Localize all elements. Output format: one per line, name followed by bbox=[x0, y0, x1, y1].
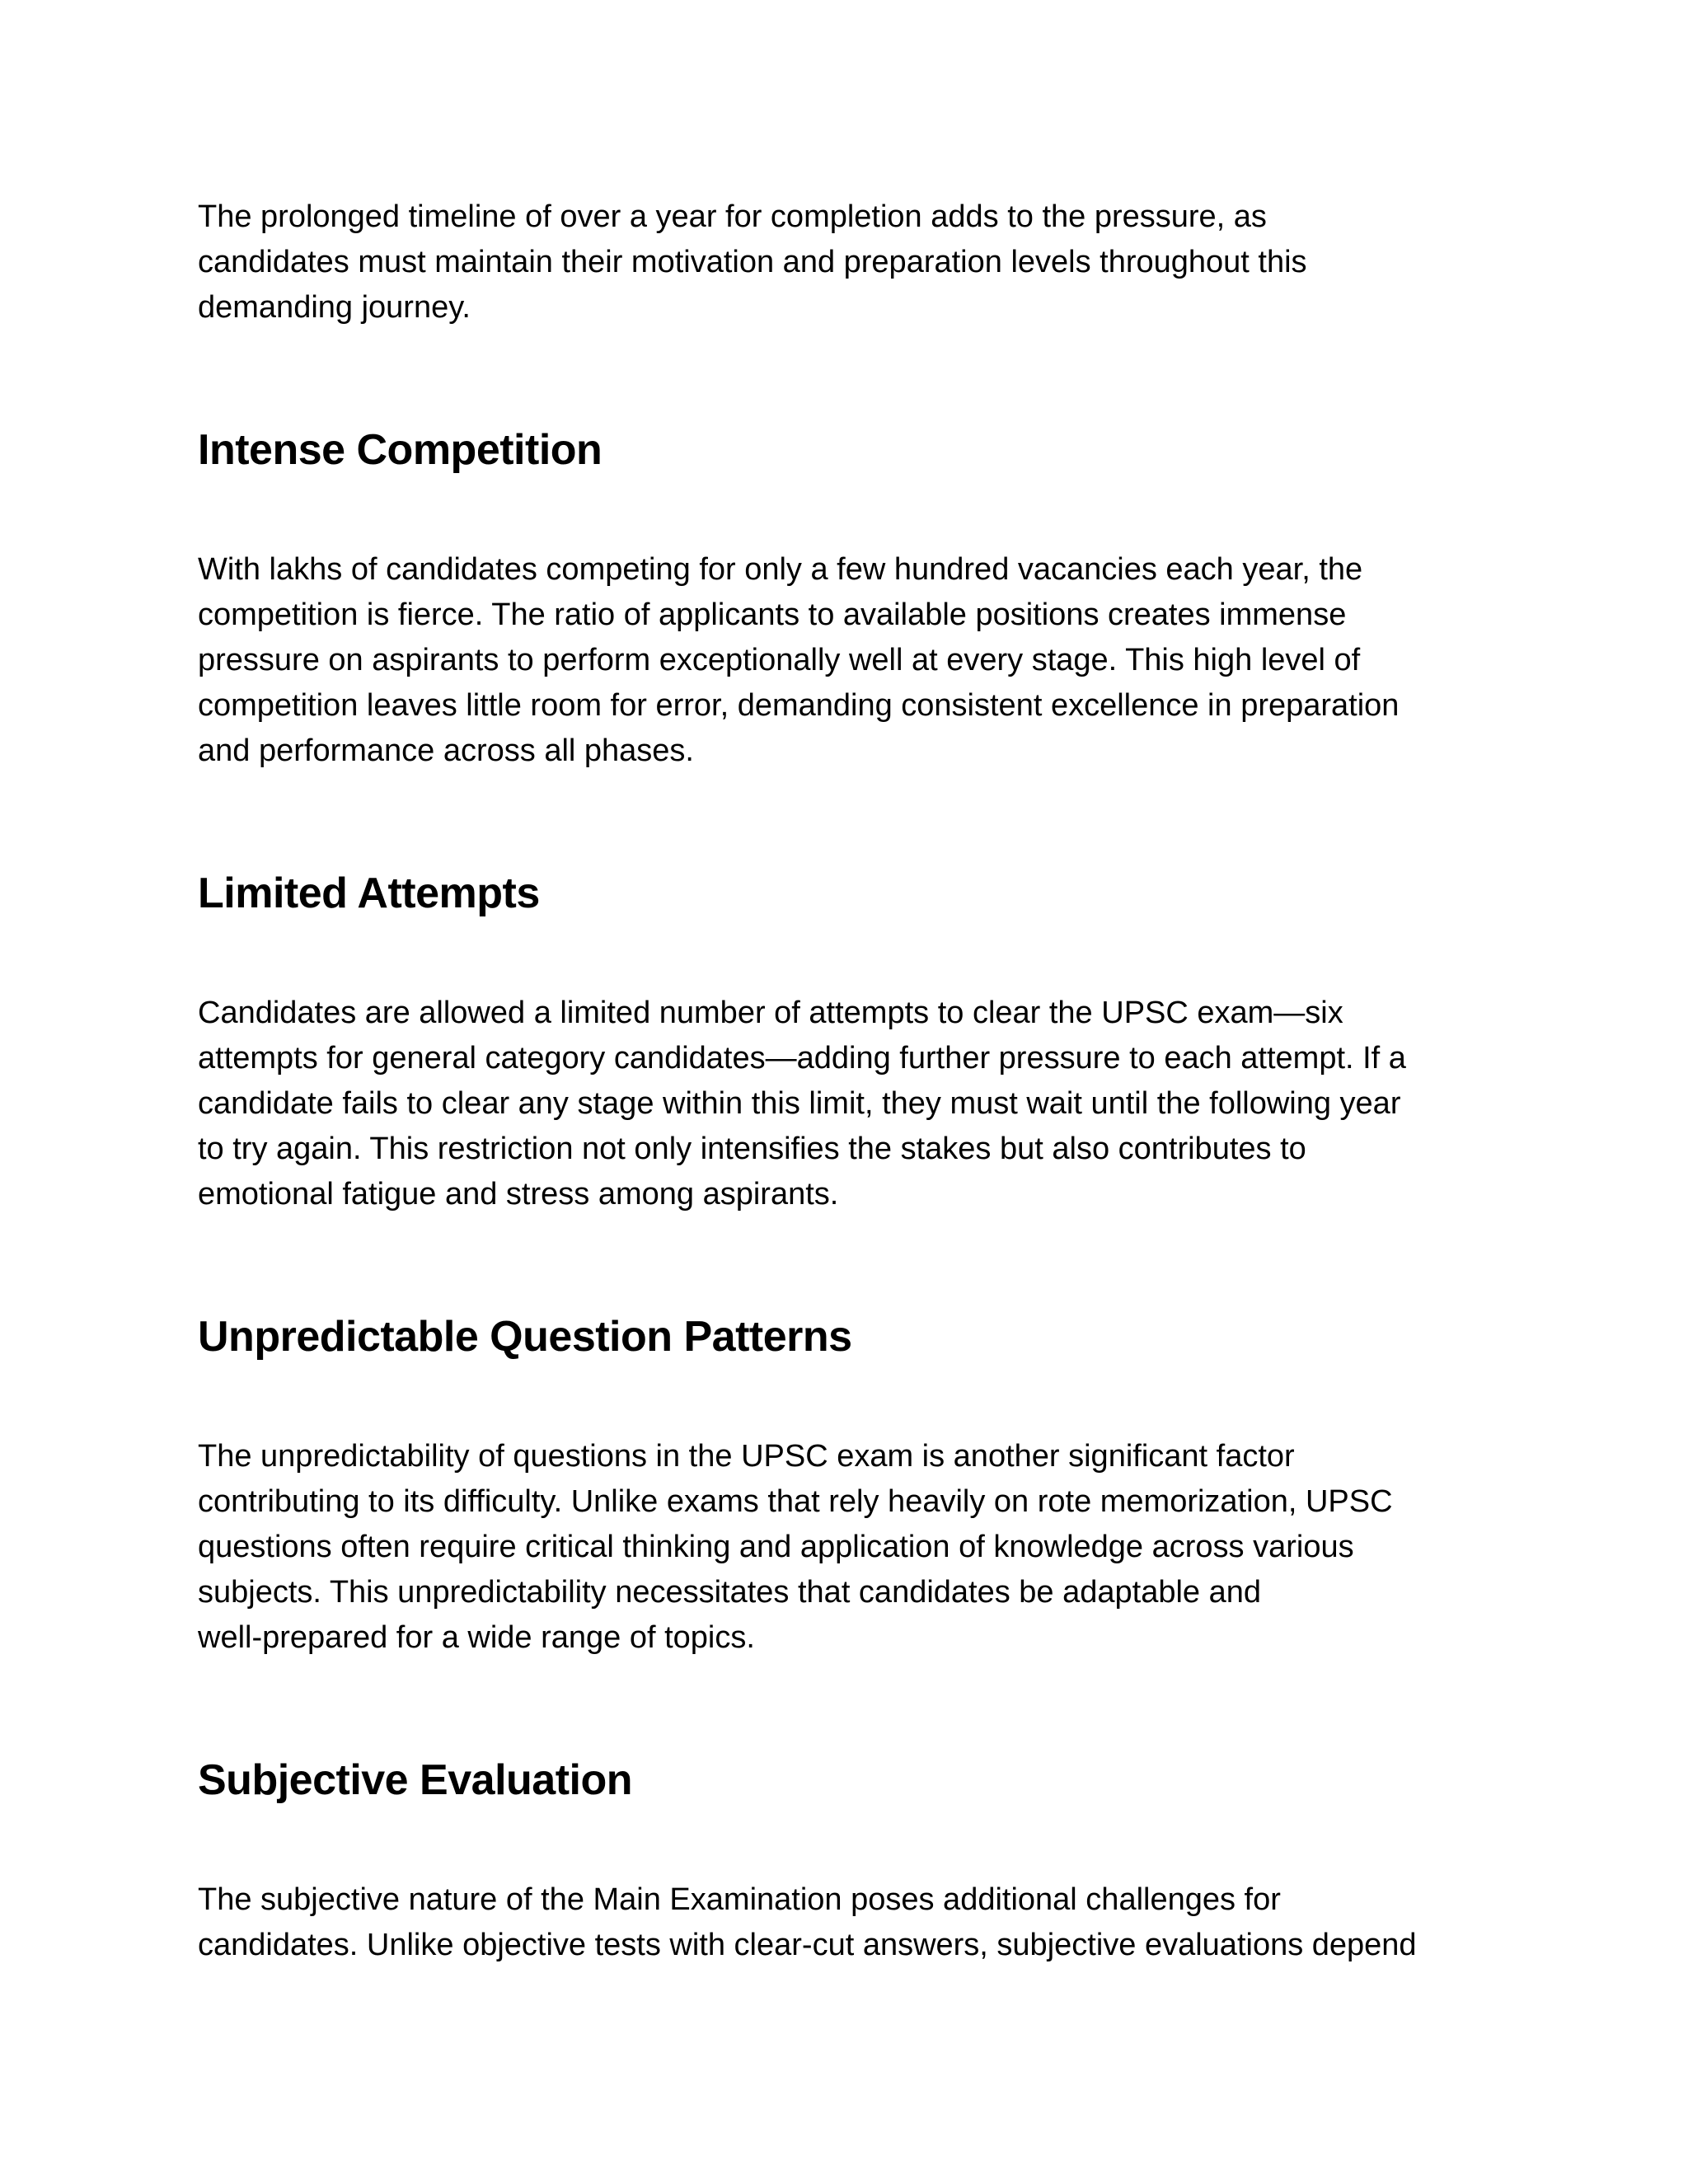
paragraph-line: candidate fails to clear any stage within this limit, they must wait until the following year bbox=[198, 1086, 1401, 1121]
section-paragraph-intense-competition bbox=[198, 547, 1500, 774]
paragraph-line: and performance across all phases. bbox=[198, 733, 694, 768]
paragraph-line: competition leaves little room for error, demanding consistent excellence in preparation bbox=[198, 688, 1400, 723]
section-heading-intense-competition: Intense Competition bbox=[198, 426, 603, 474]
paragraph-line: candidates must maintain their motivation and preparation levels throughout this bbox=[198, 245, 1307, 279]
section-heading-limited-attempts: Limited Attempts bbox=[198, 869, 540, 917]
section-heading-subjective-evaluation: Subjective Evaluation bbox=[198, 1756, 632, 1804]
intro-paragraph bbox=[198, 194, 1500, 330]
paragraph-line: The subjective nature of the Main Examination poses additional challenges for bbox=[198, 1882, 1281, 1917]
paragraph-line: demanding journey. bbox=[198, 290, 471, 325]
section-paragraph-unpredictable-question-patterns bbox=[198, 1434, 1500, 1661]
paragraph-line: subjects. This unpredictability necessitates that candidates be adaptable and bbox=[198, 1575, 1262, 1610]
section-paragraph-subjective-evaluation bbox=[198, 1877, 1500, 1968]
paragraph-line: well-prepared for a wide range of topics. bbox=[198, 1620, 755, 1655]
paragraph-line: contributing to its difficulty. Unlike exams that rely heavily on rote memorization, UPSC bbox=[198, 1484, 1393, 1519]
paragraph-line: With lakhs of candidates competing for only a few hundred vacancies each year, the bbox=[198, 552, 1363, 587]
paragraph-line: to try again. This restriction not only intensifies the stakes but also contributes to bbox=[198, 1132, 1306, 1166]
paragraph-line: questions often require critical thinking and application of knowledge across various bbox=[198, 1530, 1354, 1564]
paragraph-line: candidates. Unlike objective tests with clear-cut answers, subjective evaluations depend bbox=[198, 1928, 1417, 1962]
paragraph-line: pressure on aspirants to perform exceptionally well at every stage. This high level of bbox=[198, 643, 1361, 677]
paragraph-line: The prolonged timeline of over a year for completion adds to the pressure, as bbox=[198, 199, 1267, 234]
paragraph-line: emotional fatigue and stress among aspirants. bbox=[198, 1177, 839, 1212]
section-paragraph-limited-attempts bbox=[198, 991, 1500, 1217]
paragraph-line: Candidates are allowed a limited number of attempts to clear the UPSC exam—six bbox=[198, 996, 1343, 1030]
section-heading-unpredictable-question-patterns: Unpredictable Question Patterns bbox=[198, 1313, 852, 1361]
paragraph-line: competition is fierce. The ratio of applicants to available positions creates immense bbox=[198, 598, 1347, 632]
paragraph-line: attempts for general category candidates—adding further pressure to each attempt. If a bbox=[198, 1041, 1406, 1076]
paragraph-line: The unpredictability of questions in the UPSC exam is another significant factor bbox=[198, 1439, 1295, 1474]
